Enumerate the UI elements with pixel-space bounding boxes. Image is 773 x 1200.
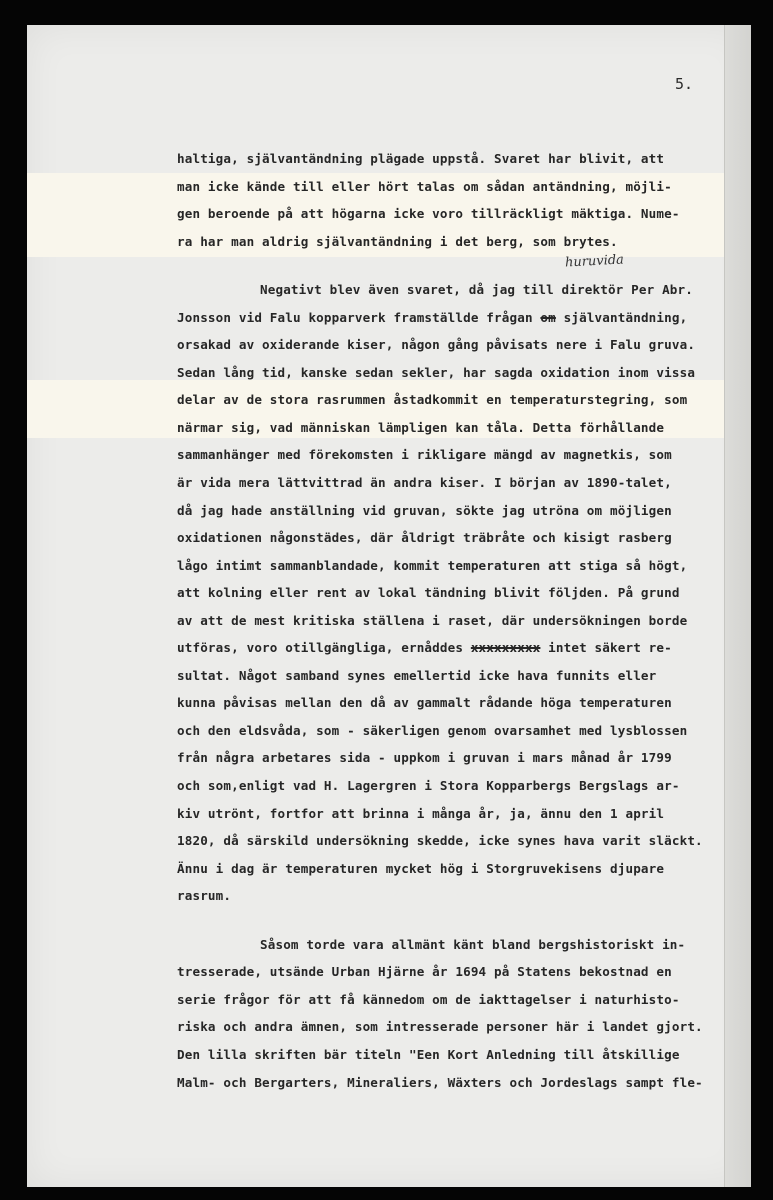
text-line: [177, 304, 737, 332]
line-text: Sedan lång tid, kanske sedan sekler, har sagda oxidation inom vissa: [177, 364, 696, 380]
line-text: då jag hade anställning vid gruvan, sökte jag utröna om möjligen: [177, 502, 672, 518]
line-text: Den lilla skriften bär titeln "Een Kort Anledning till åtskillige: [177, 1046, 680, 1062]
line-text: kiv utrönt, fortfor att brinna i många år, ja, ännu den 1 april: [177, 805, 665, 821]
text-line: [177, 689, 737, 717]
text-line: [177, 744, 737, 772]
line-text: Malm- och Bergarters, Mineraliers, Wäxters och Jordeslags sampt fle-: [177, 1074, 703, 1090]
text-line: [177, 855, 737, 883]
line-text: serie frågor för att få kännedom om de iakttagelser i naturhisto-: [177, 991, 680, 1007]
line-text: haltiga, självantändning plägade uppstå. Svaret har blivit, att: [177, 151, 665, 166]
line-text: delar av de stora rasrummen åstadkommit en temperaturstegring, som: [177, 392, 688, 408]
text-line: [177, 552, 737, 580]
page-number: 5.: [675, 75, 694, 93]
line-text: sammanhänger med förekomsten i rikligare mängd av magnetkis, som: [177, 447, 672, 463]
text-line: [177, 772, 737, 800]
line-text: sultat. Något samband synes emellertid icke hava funnits eller: [177, 667, 657, 683]
line-text: 1820, då särskild undersökning skedde, icke synes hava varit släckt.: [177, 833, 703, 849]
line-text: kunna påvisas mellan den då av gammalt rådande höga temperaturen: [177, 695, 672, 711]
line-text: utföras, voro otillgängliga, ernåddes: [177, 640, 471, 656]
line-text: ra har man aldrig självantändning i det berg, som brytes.: [177, 233, 618, 249]
text-line: [177, 359, 737, 387]
line-text: närmar sig, vad människan lämpligen kan tåla. Detta förhållande: [177, 419, 665, 435]
paragraph: [177, 276, 737, 910]
text-line: [177, 173, 737, 201]
text-line: [177, 717, 737, 745]
line-text: tresserade, utsände Urban Hjärne år 1694 på Statens bekostnad en: [177, 964, 672, 980]
line-text: lågo intimt sammanblandade, kommit temperaturen att stiga så högt,: [177, 557, 688, 573]
text-line: [177, 882, 737, 910]
text-line: [177, 414, 737, 442]
text-line: [177, 469, 737, 497]
text-line: [177, 276, 737, 304]
typewritten-text: [177, 145, 737, 1096]
text-line: [177, 931, 737, 959]
text-line: [177, 1013, 737, 1041]
text-line: [177, 634, 737, 662]
line-text: man icke kände till eller hört talas om sådan antändning, möjli-: [177, 178, 672, 194]
line-text: gen beroende på att högarna icke voro tillräckligt mäktiga. Nume-: [177, 206, 680, 222]
text-line: [177, 200, 737, 228]
line-text: Negativt blev även svaret, då jag till direktör Per Abr.: [260, 282, 693, 298]
line-text: oxidationen någonstädes, där åldrigt träbråte och kisigt rasberg: [177, 530, 672, 546]
text-line: [177, 524, 737, 552]
struck-text: xxxxxxxxx: [470, 640, 541, 656]
line-text: och som,enligt vad H. Lagergren i Stora Kopparbergs Bergslags ar-: [177, 778, 680, 794]
text-line: [177, 497, 737, 525]
text-line: [177, 441, 737, 469]
text-line: [177, 827, 737, 855]
line-text: från några arbetares sida - uppkom i gruvan i mars månad år 1799: [177, 750, 672, 766]
text-line: [177, 986, 737, 1014]
line-text: orsakad av oxiderande kiser, någon gång påvisats nere i Falu gruva.: [177, 337, 696, 353]
paragraph: [177, 931, 737, 1096]
line-text: Ännu i dag är temperaturen mycket hög i Storgruvekisens djupare: [177, 860, 665, 876]
line-text: av att de mest kritiska ställena i raset, där undersökningen borde: [177, 612, 688, 628]
text-line: [177, 386, 737, 414]
text-line: [177, 145, 737, 173]
struck-text: om: [540, 309, 556, 325]
text-line: [177, 331, 737, 359]
text-line: [177, 800, 737, 828]
line-text: självantändning,: [555, 309, 688, 325]
text-line: [177, 958, 737, 986]
paragraph: [177, 145, 737, 255]
line-text: riska och andra ämnen, som intresserade personer här i landet gjort.: [177, 1019, 703, 1035]
text-line: [177, 1069, 737, 1097]
text-line: [177, 579, 737, 607]
text-line: [177, 228, 737, 256]
handwritten-insertion: huruvida: [564, 252, 625, 271]
line-text: att kolning eller rent av lokal tändning blivit följden. På grund: [177, 585, 680, 601]
text-line: [177, 1041, 737, 1069]
line-text: är vida mera lättvittrad än andra kiser. I början av 1890-talet,: [177, 475, 672, 491]
line-text: intet säkert re-: [540, 640, 672, 656]
text-line: [177, 662, 737, 690]
line-text: Jonsson vid Falu kopparverk framställde frågan: [177, 309, 541, 325]
text-line: [177, 607, 737, 635]
line-text: Såsom torde vara allmänt känt bland bergshistoriskt in-: [260, 936, 686, 952]
line-text: och den eldsvåda, som - säkerligen genom ovarsamhet med lysblossen: [177, 722, 688, 738]
line-text: rasrum.: [177, 888, 232, 904]
